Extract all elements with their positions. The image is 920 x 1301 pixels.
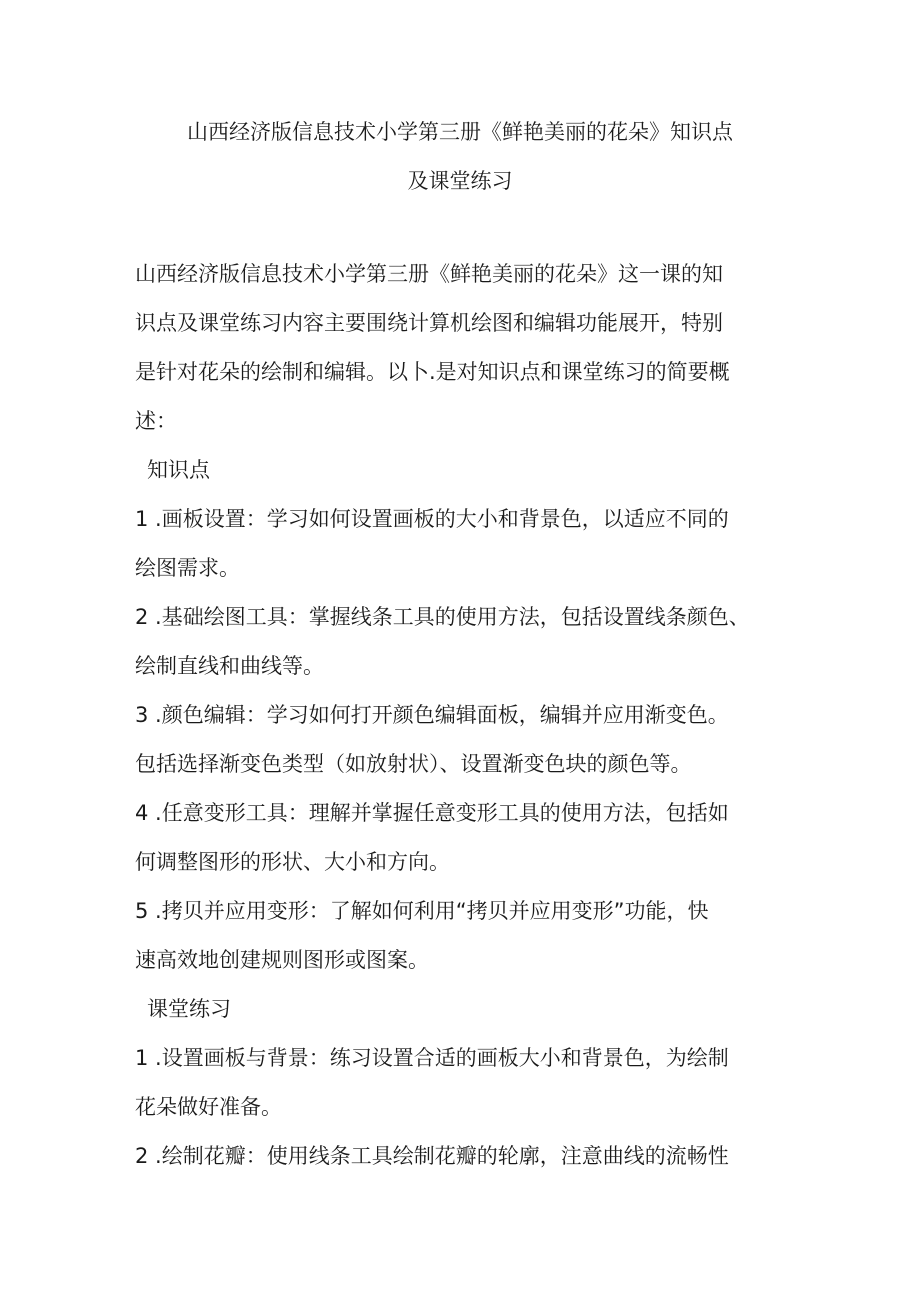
knowledge-item-3-line-1: 3 .颜色编辑：学习如何打开颜色编辑面板，编辑并应用渐变色。 (135, 703, 729, 727)
knowledge-item-5-line-1: 5 .拷贝并应用变形：了解如何利用“拷贝并应用变形”功能，快 (135, 899, 709, 923)
practice-item-1-line-1: 1 .设置画板与背景：练习设置合适的画板大小和背景色，为绘制 (135, 1046, 729, 1070)
knowledge-item-4-line-1: 4 .任意变形工具：理解并掌握任意变形工具的使用方法，包括如 (135, 801, 729, 825)
knowledge-item-3-line-2: 包括选择渐变色类型（如放射状）、设置渐变色块的颜色等。 (135, 752, 692, 776)
practice-item-1-line-2: 花朵做好准备。 (135, 1095, 282, 1119)
knowledge-heading: 知识点 (147, 458, 210, 482)
knowledge-item-1-line-2: 绘图需求。 (135, 556, 240, 580)
knowledge-item-5-line-2: 速高效地创建规则图形或图案。 (135, 948, 429, 972)
knowledge-item-1-line-1: 1 .画板设置：学习如何设置画板的大小和背景色，以适应不同的 (135, 507, 729, 531)
document-title-line-1: 山西经济版信息技术小学第三册《鲜艳美丽的花朵》知识点 (187, 120, 733, 144)
practice-heading: 课堂练习 (147, 997, 231, 1021)
knowledge-item-4-line-2: 何调整图形的形状、大小和方向。 (135, 850, 450, 874)
knowledge-item-2-line-2: 绘制直线和曲线等。 (135, 654, 324, 678)
practice-item-2-line-1: 2 .绘制花瓣：使用线条工具绘制花瓣的轮廓，注意曲线的流畅性 (135, 1144, 729, 1168)
intro-line: 山西经济版信息技术小学第三册《鲜艳美丽的花朵》这一课的知 (135, 262, 723, 286)
intro-line: 述： (135, 409, 177, 433)
intro-line: 识点及课堂练习内容主要围绕计算机绘图和编辑功能展开，特别 (135, 311, 723, 335)
knowledge-item-2-line-1: 2 .基础绘图工具：掌握线条工具的使用方法，包括设置线条颜色、 (135, 605, 750, 629)
document-title-line-2: 及课堂练习 (407, 169, 513, 193)
intro-line: 是针对花朵的绘制和编辑。以卜.是对知识点和课堂练习的简要概 (135, 360, 730, 384)
